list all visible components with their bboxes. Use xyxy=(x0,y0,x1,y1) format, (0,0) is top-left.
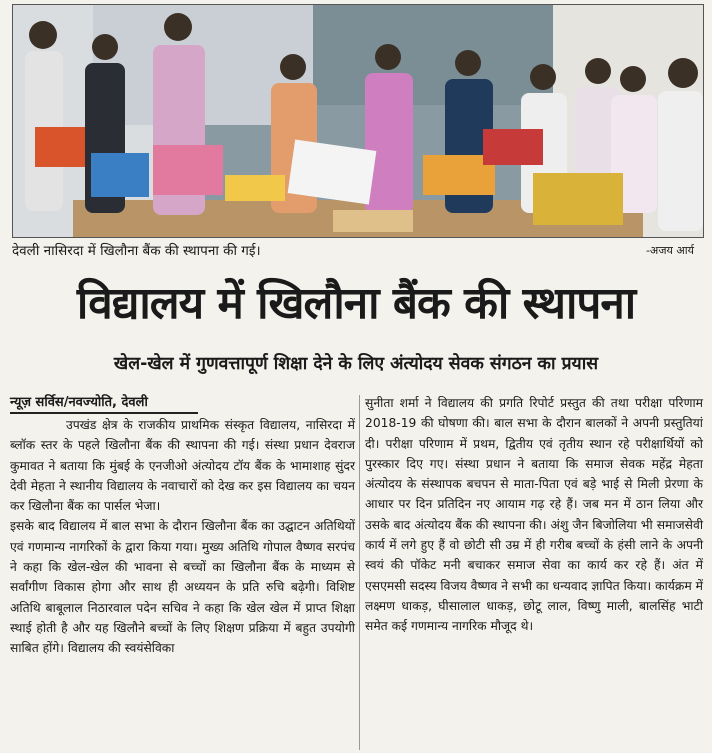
article-paragraph: सुनीता शर्मा ने विद्यालय की प्रगति रिपोर्ट प्रस्तुत की तथा परीक्षा परिणाम 2018-19 की घोषणा की। बाल सभा के दौरान बालकों ने अपनी प्रस्तुतियां दी। परीक्षा परिणाम में प्रथम, द्वितीय एवं तृतीय स्थान रहे परीक्षार्थियों को पुरस्कार दिए गए। संस्था प्रधान ने बताया कि समाज सेवक महेंद्र मेहता अंत्योदय के संस्थापक बचपन से माता-पिता एवं बड़े भाई से मिली प्रेरणा के आधार पर दिन प्रतिदिन नए आयाम गढ़ रहे हैं। जब मन में ठान लिया और उसके बाद अंत्योदय बैंक की स्थापना की। अंशु जैन बिजोलिया भी समाजसेवी कार्य में लगे हुए हैं वो छोटी सी उम्र में ही गरीब बच्चों के हंसी लाने के अपनी स्वयं की पॉकेट मनी बचाकर समाज सेवा का कार्य कर रहे हैं। अंत में एसएमसी सदस्य विजय वैष्णव ने सभी का धन्यवाद ज्ञापित किया। कार्यक्रम में लक्ष्मण धाकड़, घीसालाल धाकड़, छोटू लाल, विष्णु माली, बालसिंह भाटी समेत कई गणमान्य नागरिक मौजूद थे। xyxy=(365,396,703,634)
photo-credit: -अजय आर्य xyxy=(645,243,694,257)
column-divider xyxy=(359,395,360,750)
article-column-left xyxy=(10,393,355,659)
news-photo xyxy=(12,4,704,238)
subheadline: खेल-खेल में गुणवत्तापूर्ण शिक्षा देने के लिए अंत्योदय सेवक संगठन का प्रयास xyxy=(113,354,599,374)
headline: विद्यालय में खिलौना बैंक की स्थापना xyxy=(76,278,636,329)
article-paragraph: उपखंड क्षेत्र के राजकीय प्राथमिक संस्कृत विद्यालय, नासिरदा में ब्लॉक स्तर के पहले खिलौना बैंक की स्थापना की गई। संस्था प्रधान देवराज कुमावत ने बताया कि मुंबई के एनजीओ अंत्योदय टॉय बैंक के भामाशाह सुंदर देवी मेहता ने स्थानीय विद्यालय के नवाचारों को देख कर इस विद्यालय का चयन कर खिलौना बैंक का पार्सल भेजा। xyxy=(10,418,355,514)
article-column-right xyxy=(365,393,703,637)
photo-illustration xyxy=(13,5,703,237)
article-paragraph: इसके बाद विद्यालय में बाल सभा के दौरान खिलौना बैंक का उद्घाटन अतिथियों एवं गणमान्य नागरिकों के द्वारा किया गया। मुख्य अतिथि गोपाल वैष्णव सरपंच ने कहा कि खेल-खेल की भावना से बच्चों का खिलौना बैंक के माध्यम से सर्वांगीण विकास होगा और साथ ही अध्ययन के प्रति रुचि बढ़ेगी। विशिष्ट अतिथि बाबूलाल निठारवाल पदेन सचिव ने कहा कि खेल खेल में प्राप्त शिक्षा स्थाई होती है और यह खिलौने बच्चों के लिए शिक्षण प्रक्रिया में बहुत उपयोगी साबित होंगे। विद्यालय की स्वयंसेविका xyxy=(10,519,355,656)
photo-caption xyxy=(12,239,702,261)
caption-text: देवली नासिरदा में खिलौना बैंक की स्थापना की गई। xyxy=(12,243,261,259)
byline: न्यूज़ सर्विस/नवज्योति, देवली xyxy=(10,393,198,414)
